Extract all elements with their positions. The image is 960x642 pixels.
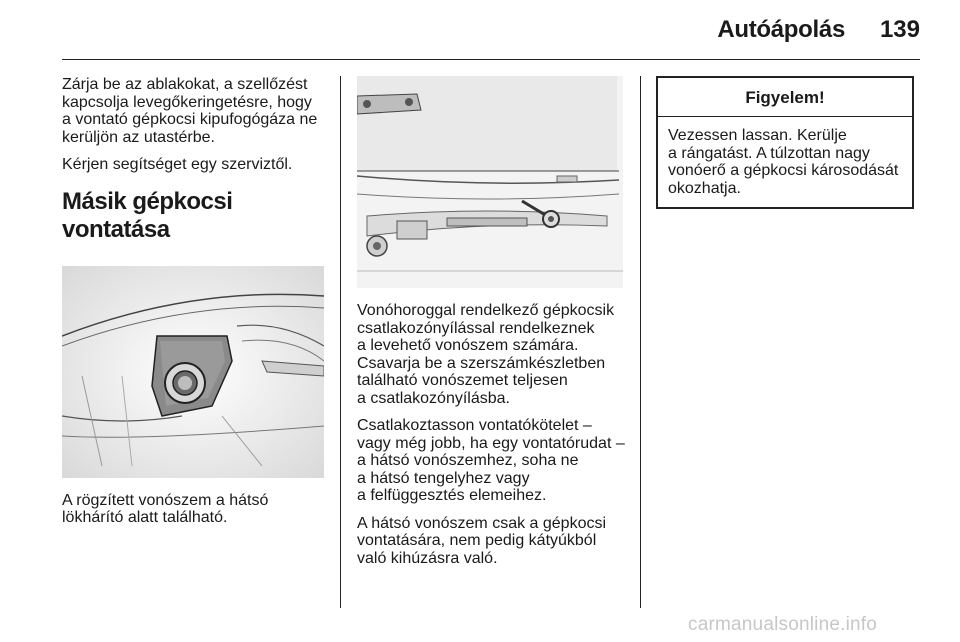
paragraph: A hátsó vonószem csak a gépkocsi vontatására, nem pedig kátyúkból való kihúzásra való. <box>357 514 607 567</box>
page-number: 139 <box>879 16 920 43</box>
header-rule <box>62 59 920 60</box>
figure-caption: A rögzített vonószem a hátsó lökhárító alatt található. <box>62 491 269 526</box>
notice-text: Vezessen lassan. Kerülje a rángatást. A túlzottan nagy vonóerő a gépkocsi károsodását okozhatja. <box>668 127 899 197</box>
watermark: carmanualsonline.info <box>688 614 878 635</box>
column-2 <box>357 76 625 577</box>
paragraph: Kérjen segítséget egy szerviztől. <box>62 156 293 173</box>
notice-title: Figyelem! <box>658 78 912 117</box>
removable-tow-eye-illustration <box>357 76 623 288</box>
column-3 <box>656 76 918 209</box>
paragraph: Csatlakoztasson vontatókötelet – vagy még jobb, ha egy vontatórudat – a hátsó vonószemhez, soha ne a hátsó tengelyhez vagy a felfüggesztés elemeihez. <box>357 417 625 504</box>
column-divider-1 <box>340 76 341 608</box>
column-divider-2 <box>640 76 641 608</box>
figure-rear-tow-eye <box>62 266 324 478</box>
paragraph: Vonóhoroggal rendelkező gépkocsik csatlakozónyílással rendelkeznek a levehető vonószem számára. Csavarja be a szerszámkészletben található vonószemet teljesen a csatlakozónyílásba. <box>357 302 615 407</box>
section-heading: Másik gépkocsi vontatása <box>62 187 233 243</box>
column-1 <box>62 76 324 537</box>
paragraph: Zárja be az ablakokat, a szellőzést kapcsolja levegőkeringetésre, hogy a vontató gépkocsi kipufogógáza ne kerüljön az utastérbe. <box>62 76 318 146</box>
running-header-title: Autóápolás <box>717 16 845 43</box>
warning-notice <box>656 76 914 209</box>
tow-eye-illustration <box>62 266 324 478</box>
figure-removable-tow-eye <box>357 76 623 288</box>
